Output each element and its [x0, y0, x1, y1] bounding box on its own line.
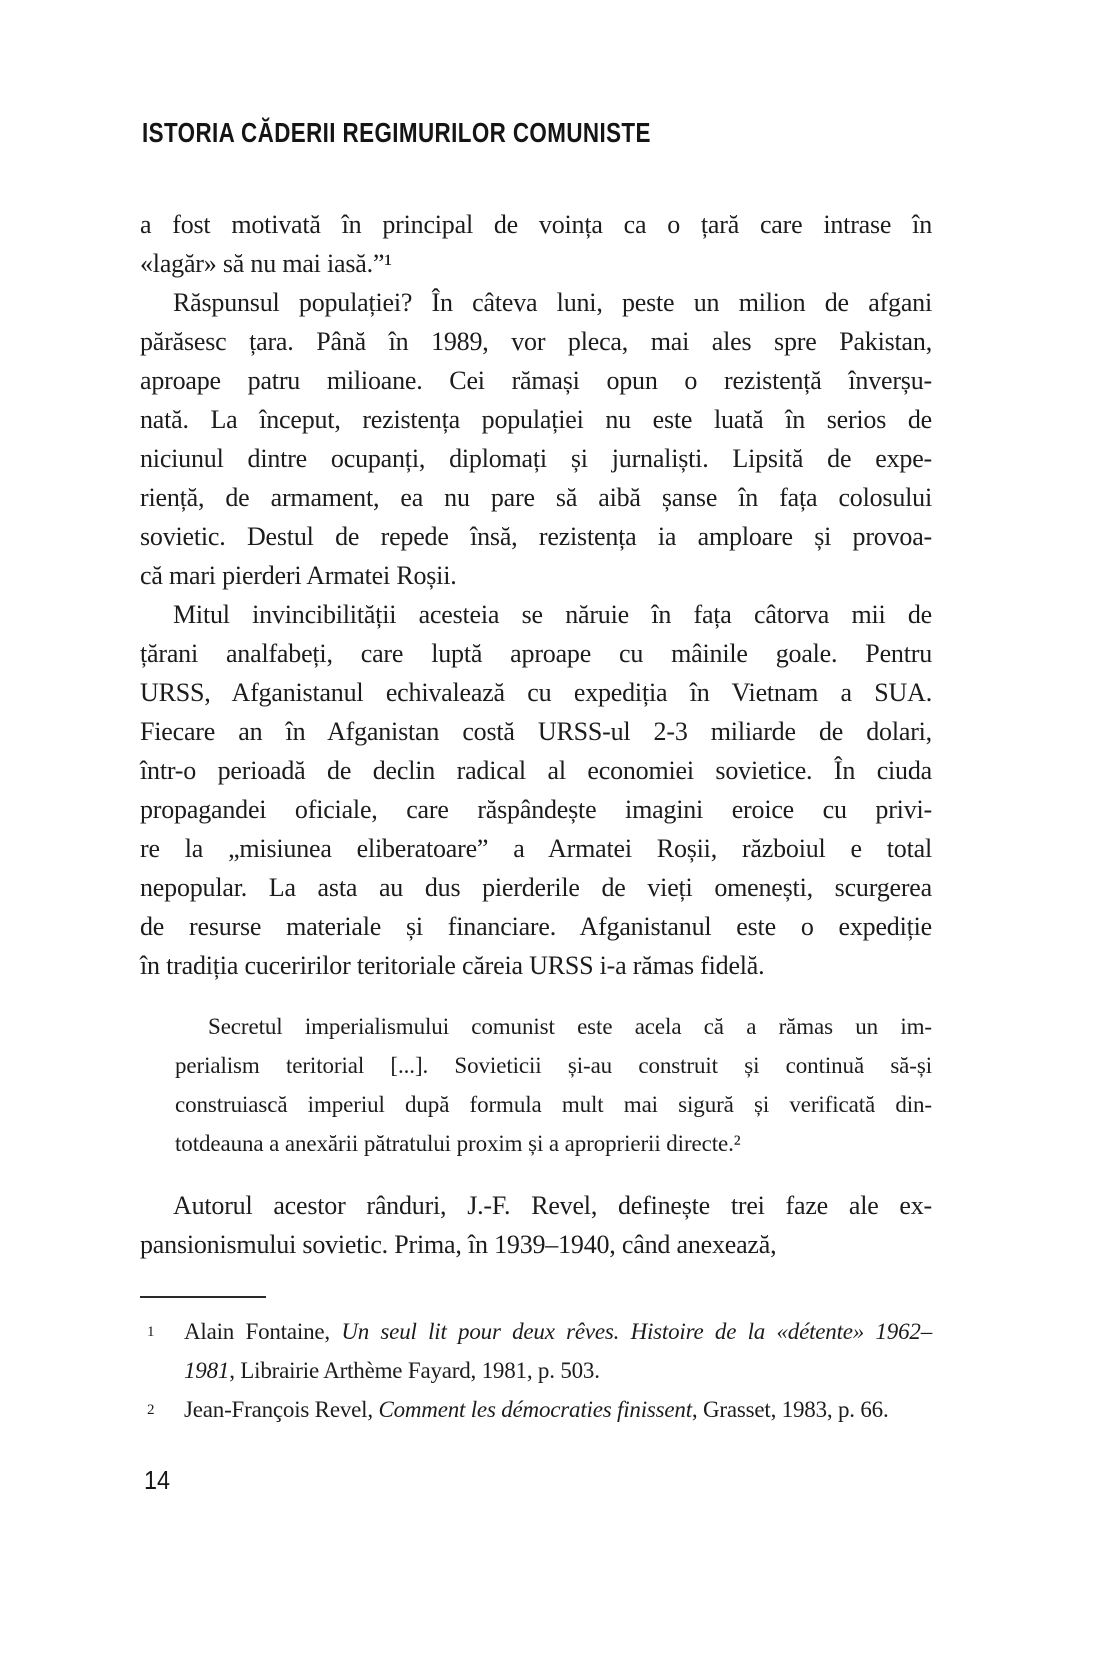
text-line: Autorul acestor rânduri, J.-F. Revel, definește trei faze ale ex-: [173, 1191, 932, 1220]
paragraph: [140, 595, 932, 985]
footnote-text: , Librairie Arthème Fayard, 1981, p. 503.: [229, 1358, 600, 1383]
text-line: construiască imperiul după formula mult mai sigură și verificată din-: [175, 1092, 932, 1117]
footnote-marker: 1: [147, 1324, 155, 1340]
text-line: țărani analfabeți, care luptă aproape cu mâinile goale. Pentru: [140, 639, 932, 668]
body-text: [140, 205, 932, 985]
text-line: URSS, Afganistanul echivalează cu expediția în Vietnam a SUA.: [140, 678, 932, 707]
footnote-text: Alain Fontaine,: [184, 1319, 342, 1344]
paragraph: [140, 205, 932, 283]
text-line: niciunul dintre ocupanți, diplomați și jurnaliști. Lipsită de expe-: [140, 444, 932, 473]
footnote: [140, 1312, 932, 1390]
text-line: riență, de armament, ea nu pare să aibă șanse în fața colosului: [140, 483, 932, 512]
paragraph: [175, 1007, 932, 1163]
text-line: Răspunsul populației? În câteva luni, peste un milion de afgani: [173, 288, 932, 317]
footnote-text: , Grasset, 1983, p. 66.: [691, 1397, 889, 1422]
text-line: într-o perioadă de declin radical al economiei sovietice. În ciuda: [140, 756, 932, 785]
footnote-separator: [140, 1296, 266, 1298]
text-line: a fost motivată în principal de voința ca o țară care intrase în: [140, 210, 932, 239]
text-line: în tradiția cuceririlor teritoriale căreia URSS i-a rămas fidelă.: [140, 951, 765, 980]
text-line: nată. La început, rezistența populației nu este luată în serios de: [140, 405, 932, 434]
text-line: «lagăr» să nu mai iasă.”¹: [140, 249, 392, 278]
footnotes: [140, 1312, 932, 1429]
footnote-title-italic: Comment les démocraties finissent: [378, 1397, 692, 1422]
text-line: că mari pierderi Armatei Roșii.: [140, 561, 457, 590]
footnote-marker: 2: [147, 1402, 155, 1418]
text-line: nepopular. La asta au dus pierderile de vieți omenești, scurgerea: [140, 873, 932, 902]
text-line: Fiecare an în Afganistan costă URSS-ul 2-3 miliarde de dolari,: [140, 717, 932, 746]
footnote-title-italic: Un seul lit pour deux rêves. Histoire de la «détente» 1962–: [341, 1319, 932, 1344]
quote-block: [175, 1007, 932, 1163]
text-line: propagandei oficiale, care răspândește imagini eroice cu privi-: [140, 795, 932, 824]
text-line: Secretul imperialismului comunist este acela că a rămas un im-: [208, 1014, 932, 1039]
page-number: 14: [144, 1465, 171, 1495]
text-line: perialism teritorial [...]. Sovieticii și-au construit și continuă să-și: [175, 1053, 932, 1078]
footnote-line: [184, 1390, 932, 1429]
running-header: [142, 117, 932, 149]
text-line: aproape patru milioane. Cei rămași opun o rezistență înverșu-: [140, 366, 932, 395]
footnote: [140, 1390, 932, 1429]
text-line: Mitul invincibilității acesteia se năruie în fața câtorva mii de: [173, 600, 932, 629]
footnote-line: [184, 1351, 932, 1390]
paragraph: [140, 1186, 932, 1264]
footnote-title-italic: 1981: [184, 1358, 230, 1383]
footnote-line: [184, 1312, 932, 1351]
text-line: părăsesc țara. Până în 1989, vor pleca, mai ales spre Pakistan,: [140, 327, 932, 356]
text-line: pansionismului sovietic. Prima, în 1939–1940, când anexează,: [140, 1230, 777, 1259]
text-line: de resurse materiale și financiare. Afganistanul este o expediție: [140, 912, 932, 941]
text-line: totdeauna a anexării pătratului proxim și a aproprierii directe.²: [175, 1131, 741, 1156]
running-header-title: ISTORIA CĂDERII REGIMURILOR COMUNISTE: [142, 117, 651, 148]
footnote-text: Jean-François Revel,: [184, 1397, 379, 1422]
text-line: sovietic. Destul de repede însă, rezistența ia amploare și provoa-: [140, 522, 932, 551]
paragraph: [140, 283, 932, 595]
after-quote-text: [140, 1186, 932, 1264]
text-line: re la „misiunea eliberatoare” a Armatei Roșii, războiul e total: [140, 834, 932, 863]
